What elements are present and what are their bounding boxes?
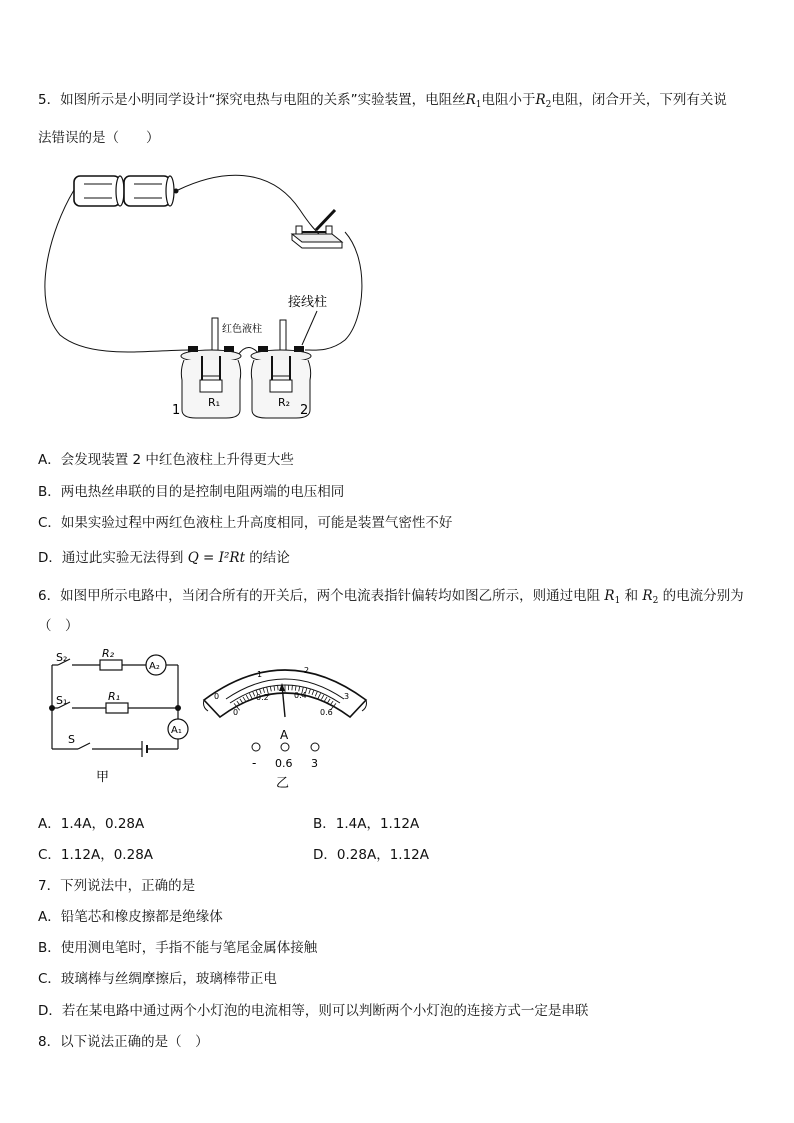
q7-option-d[interactable]: D．若在某电路中通过两个小灯泡的电流相等，则可以判断两个小灯泡的连接方式一定是串联 xyxy=(38,1003,589,1019)
tick-lower-0.2: 0.2 xyxy=(256,693,269,702)
dial-tick xyxy=(292,685,293,690)
ammeter-dial-yi xyxy=(200,655,370,795)
label-R1: R₁ xyxy=(108,690,121,703)
battery-icon xyxy=(74,176,179,206)
q7-option-b[interactable]: B．使用测电笔时，手指不能与笔尾金属体接触 xyxy=(38,940,318,956)
q5-stem-text-b: 电阻小于 xyxy=(481,92,536,108)
tick-upper-2: 2 xyxy=(304,666,310,675)
q5-option-c[interactable]: C．如果实验过程中两红色液柱上升高度相同，可能是装置气密性不好 xyxy=(38,515,453,531)
q6-stem-line2: （ ） xyxy=(38,618,79,634)
dial-tick xyxy=(278,685,279,690)
ammeter-A1-icon: A₁ xyxy=(171,725,182,736)
q6-r2-symbol: $R_2$ xyxy=(642,588,659,606)
q6-option-b[interactable]: B．1.4A，1.12A xyxy=(313,816,420,832)
label-1: 1 xyxy=(172,403,181,418)
label-red-liquid: 红色液柱 xyxy=(222,324,262,335)
q6-stem-line1: 6．如图甲所示电路中，当闭合所有的开关后，两个电流表指针偏转均如图乙所示，则通过电阻 $R_1$ 和 $R_2$ 的电流分别为 xyxy=(38,588,744,606)
label-R2: R₂ xyxy=(278,396,291,409)
terminal-negative: - xyxy=(252,756,257,770)
label-S1: S₁ xyxy=(56,694,68,707)
q5-r1-symbol: $R_1$ xyxy=(465,92,482,110)
label-S2: S₂ xyxy=(56,651,68,664)
q7-option-c[interactable]: C．玻璃棒与丝绸摩擦后，玻璃棒带正电 xyxy=(38,971,277,987)
terminal-0.6: 0.6 xyxy=(275,757,293,770)
q5-option-a[interactable]: A．会发现装置 2 中红色液柱上升得更大些 xyxy=(38,452,294,468)
label-2: 2 xyxy=(300,403,309,418)
tick-lower-0.4: 0.4 xyxy=(294,691,307,700)
ammeter-A2-icon: A₂ xyxy=(149,661,160,672)
q6-option-c[interactable]: C．1.12A，0.28A xyxy=(38,847,154,863)
q7-option-a[interactable]: A．铅笔芯和橡皮擦都是绝缘体 xyxy=(38,909,223,925)
label-R2: R₂ xyxy=(102,647,115,660)
terminal-3: 3 xyxy=(311,757,318,770)
q5-stem-text-a: 5．如图所示是小明同学设计“探究电热与电阻的关系”实验装置，电阻丝 xyxy=(38,92,466,108)
tick-upper-1: 1 xyxy=(257,670,263,679)
label-R1: R₁ xyxy=(208,396,221,409)
tick-upper-3: 3 xyxy=(344,692,350,701)
q8-stem: 8．以下说法正确的是（ ） xyxy=(38,1034,209,1050)
q6-option-a[interactable]: A．1.4A，0.28A xyxy=(38,816,145,832)
formula-joule-law: Q = I²Rt xyxy=(187,550,245,566)
knife-switch-icon xyxy=(292,210,342,248)
label-S: S xyxy=(68,733,75,746)
q5-stem-text-c: 电阻，闭合开关，下列有关说 xyxy=(551,92,727,108)
q5-option-d[interactable]: D．通过此实验无法得到 Q = I²Rt 的结论 xyxy=(38,550,290,566)
q6-option-d[interactable]: D．0.28A，1.12A xyxy=(313,847,429,863)
tick-lower-0: 0 xyxy=(233,708,239,717)
circuit-diagram-jia xyxy=(38,645,198,790)
q5-option-b[interactable]: B．两电热丝串联的目的是控制电阻两端的电压相同 xyxy=(38,484,345,500)
q5-stem-line1 xyxy=(38,88,727,110)
label-terminal: 接线柱 xyxy=(288,295,328,310)
caption-jia: 甲 xyxy=(96,770,110,785)
q5-r2-symbol: $R_2$ xyxy=(535,92,552,110)
tick-upper-0: 0 xyxy=(214,692,220,701)
caption-yi: 乙 xyxy=(276,776,290,791)
q7-stem: 7．下列说法中，正确的是 xyxy=(38,878,196,894)
q6-r1-symbol: $R_1$ xyxy=(604,588,621,606)
q5-apparatus-figure xyxy=(30,160,370,425)
unit-A: A xyxy=(280,728,289,742)
q5-stem-line2: 法错误的是（ ） xyxy=(38,130,160,146)
tick-lower-0.6: 0.6 xyxy=(320,708,333,717)
